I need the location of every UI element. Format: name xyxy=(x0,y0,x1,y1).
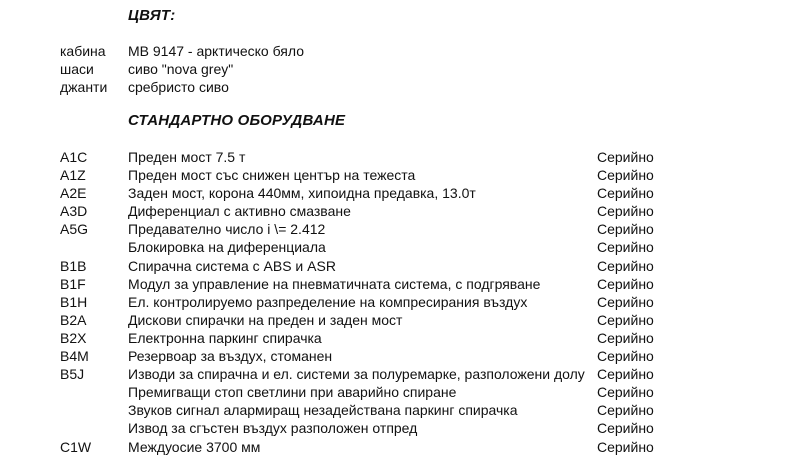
equipment-description: Предавателно число i \= 2.412 xyxy=(128,221,326,238)
equipment-code: A5G xyxy=(60,221,89,238)
equipment-status: Серийно xyxy=(597,293,654,310)
equipment-row xyxy=(60,220,800,238)
equipment-code: B1H xyxy=(60,293,88,310)
equipment-status: Серийно xyxy=(597,348,654,365)
equipment-code: B2A xyxy=(60,311,87,328)
color-section xyxy=(60,42,304,96)
equipment-description: Модул за управление на пневматичната система, с подгряване xyxy=(128,275,541,292)
equipment-row xyxy=(60,419,800,437)
standard-equipment-heading: СТАНДАРТНО ОБОРУДВАНЕ xyxy=(128,112,346,129)
standard-equipment-list xyxy=(60,148,800,456)
equipment-status: Серийно xyxy=(597,221,654,238)
equipment-row xyxy=(60,184,800,202)
equipment-description: Преден мост 7.5 т xyxy=(128,149,246,165)
equipment-row xyxy=(60,148,800,166)
equipment-status: Серийно xyxy=(597,167,654,184)
equipment-status: Серийно xyxy=(597,438,654,455)
equipment-row xyxy=(60,275,800,293)
equipment-row xyxy=(60,293,800,311)
color-row-chassis xyxy=(60,60,304,78)
equipment-row xyxy=(60,257,800,275)
equipment-description: Спирачна система с ABS и ASR xyxy=(128,257,336,274)
equipment-code: B1F xyxy=(60,275,86,292)
equipment-code: A1C xyxy=(60,149,88,165)
color-label: джанти xyxy=(60,79,108,95)
equipment-row xyxy=(60,166,800,184)
color-label: кабина xyxy=(60,43,106,59)
equipment-status: Серийно xyxy=(597,329,654,346)
equipment-code: B1B xyxy=(60,257,87,274)
equipment-description: Ел. контролируемо разпределение на компресирания въздух xyxy=(128,293,528,310)
equipment-description: Диференциал с активно смазване xyxy=(128,203,351,220)
color-value: сребристо сиво xyxy=(128,79,229,95)
equipment-code: A3D xyxy=(60,203,88,220)
equipment-status: Серийно xyxy=(597,203,654,220)
equipment-code: A2E xyxy=(60,185,87,202)
equipment-row xyxy=(60,202,800,220)
equipment-row xyxy=(60,438,800,456)
equipment-status: Серийно xyxy=(597,311,654,328)
equipment-description: Блокировка на диференциала xyxy=(128,239,326,256)
equipment-row xyxy=(60,383,800,401)
equipment-status: Серийно xyxy=(597,149,654,165)
equipment-description: Дискови спирачки на преден и заден мост xyxy=(128,311,403,328)
equipment-description: Преден мост със снижен център на тежеста xyxy=(128,167,416,184)
equipment-row xyxy=(60,401,800,419)
equipment-status: Серийно xyxy=(597,275,654,292)
equipment-description: Електронна паркинг спирачка xyxy=(128,329,322,346)
color-label: шаси xyxy=(60,61,94,77)
equipment-description: Звуков сигнал алармиращ незадействана паркинг спирачка xyxy=(128,402,518,419)
equipment-description: Резервоар за въздух, стоманен xyxy=(128,348,333,365)
color-value: MB 9147 - арктическо бяло xyxy=(128,43,305,59)
equipment-description: Извод за сгъстен въздух разположен отпред xyxy=(128,420,418,437)
equipment-row xyxy=(60,238,800,256)
equipment-status: Серийно xyxy=(597,402,654,419)
color-value: сиво "nova grey" xyxy=(128,61,234,77)
equipment-status: Серийно xyxy=(597,257,654,274)
equipment-description: Междуосие 3700 мм xyxy=(128,438,261,455)
color-section-heading: ЦВЯТ: xyxy=(128,7,176,24)
equipment-code: B5J xyxy=(60,366,85,383)
equipment-status: Серийно xyxy=(597,366,654,383)
color-row-cab xyxy=(60,42,304,60)
equipment-description: Премигващи стоп светлини при аварийно спиране xyxy=(128,384,457,401)
equipment-row xyxy=(60,329,800,347)
equipment-description: Изводи за спирачна и ел. системи за полуремарке, разположени долу xyxy=(128,366,585,383)
equipment-row xyxy=(60,311,800,329)
color-row-wheels xyxy=(60,78,304,96)
equipment-code: B2X xyxy=(60,329,87,346)
equipment-code: B4M xyxy=(60,348,89,365)
equipment-code: C1W xyxy=(60,438,92,455)
equipment-row xyxy=(60,347,800,365)
equipment-status: Серийно xyxy=(597,185,654,202)
equipment-code: A1Z xyxy=(60,167,86,184)
equipment-description: Заден мост, корона 440мм, хипоидна предавка, 13.0т xyxy=(128,185,476,202)
equipment-status: Серийно xyxy=(597,384,654,401)
equipment-status: Серийно xyxy=(597,239,654,256)
equipment-row xyxy=(60,365,800,383)
equipment-status: Серийно xyxy=(597,420,654,437)
